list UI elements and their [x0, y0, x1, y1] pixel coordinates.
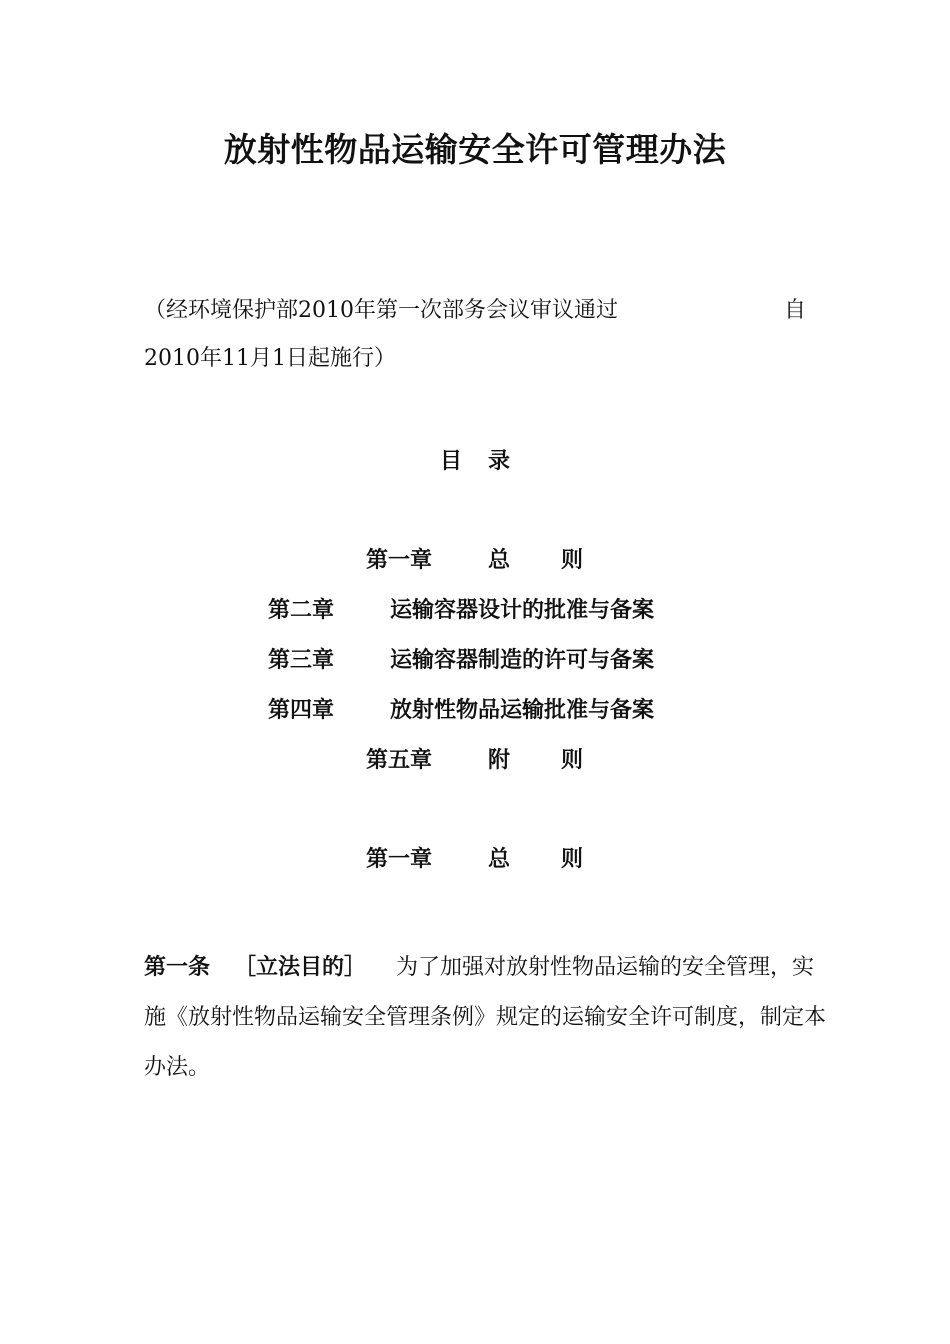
- toc-item-title-part-1: 附: [488, 748, 511, 773]
- chapter-label: 第一章: [366, 847, 433, 872]
- toc-item-title: 运输容器制造的许可与备案: [390, 648, 655, 673]
- toc-item-title-part-2: 则: [561, 748, 584, 773]
- article-tag: ［立法目的］: [234, 955, 367, 980]
- toc-item-chapter-2: [0, 596, 950, 626]
- article-text: 为了加强对放射性物品运输的安全管理，实施《放射性物品运输安全管理条例》规定的运输安全许可制度，制定本办法。: [144, 955, 827, 1080]
- chapter-title-part-2: 则: [561, 847, 584, 872]
- toc-item-chapter-label: 第四章: [268, 698, 335, 723]
- toc-item-chapter-label: 第五章: [366, 748, 433, 773]
- toc-item-title-part-1: 总: [488, 548, 511, 573]
- chapter-title-part-1: 总: [488, 847, 511, 872]
- toc-item-chapter-5: [0, 746, 950, 776]
- toc-item-chapter-1: [0, 546, 950, 576]
- chapter-1-heading: [0, 845, 950, 875]
- toc-heading: [0, 447, 950, 477]
- enactment-note-line-2: 2010年11月1日起施行）: [144, 346, 396, 371]
- article-1: [144, 943, 834, 1093]
- toc-item-chapter-label: 第三章: [268, 648, 335, 673]
- toc-item-title: 运输容器设计的批准与备案: [390, 598, 655, 623]
- toc-item-title: 放射性物品运输批准与备案: [390, 698, 655, 723]
- toc-heading-char-2: 录: [488, 449, 511, 474]
- toc-item-chapter-label: 第一章: [366, 548, 433, 573]
- toc-item-title-part-2: 则: [561, 548, 584, 573]
- toc-item-chapter-4: [0, 696, 950, 726]
- enactment-note-line-1: （经环境保护部2010年第一次部务会议审议通过: [144, 298, 618, 323]
- document-title: 放射性物品运输安全许可管理办法: [223, 130, 727, 169]
- toc-item-chapter-label: 第二章: [268, 598, 335, 623]
- toc-item-chapter-3: [0, 646, 950, 676]
- article-label: 第一条: [144, 955, 211, 980]
- enactment-note-right: 自: [784, 298, 807, 323]
- toc-heading-char-1: 目: [439, 449, 462, 474]
